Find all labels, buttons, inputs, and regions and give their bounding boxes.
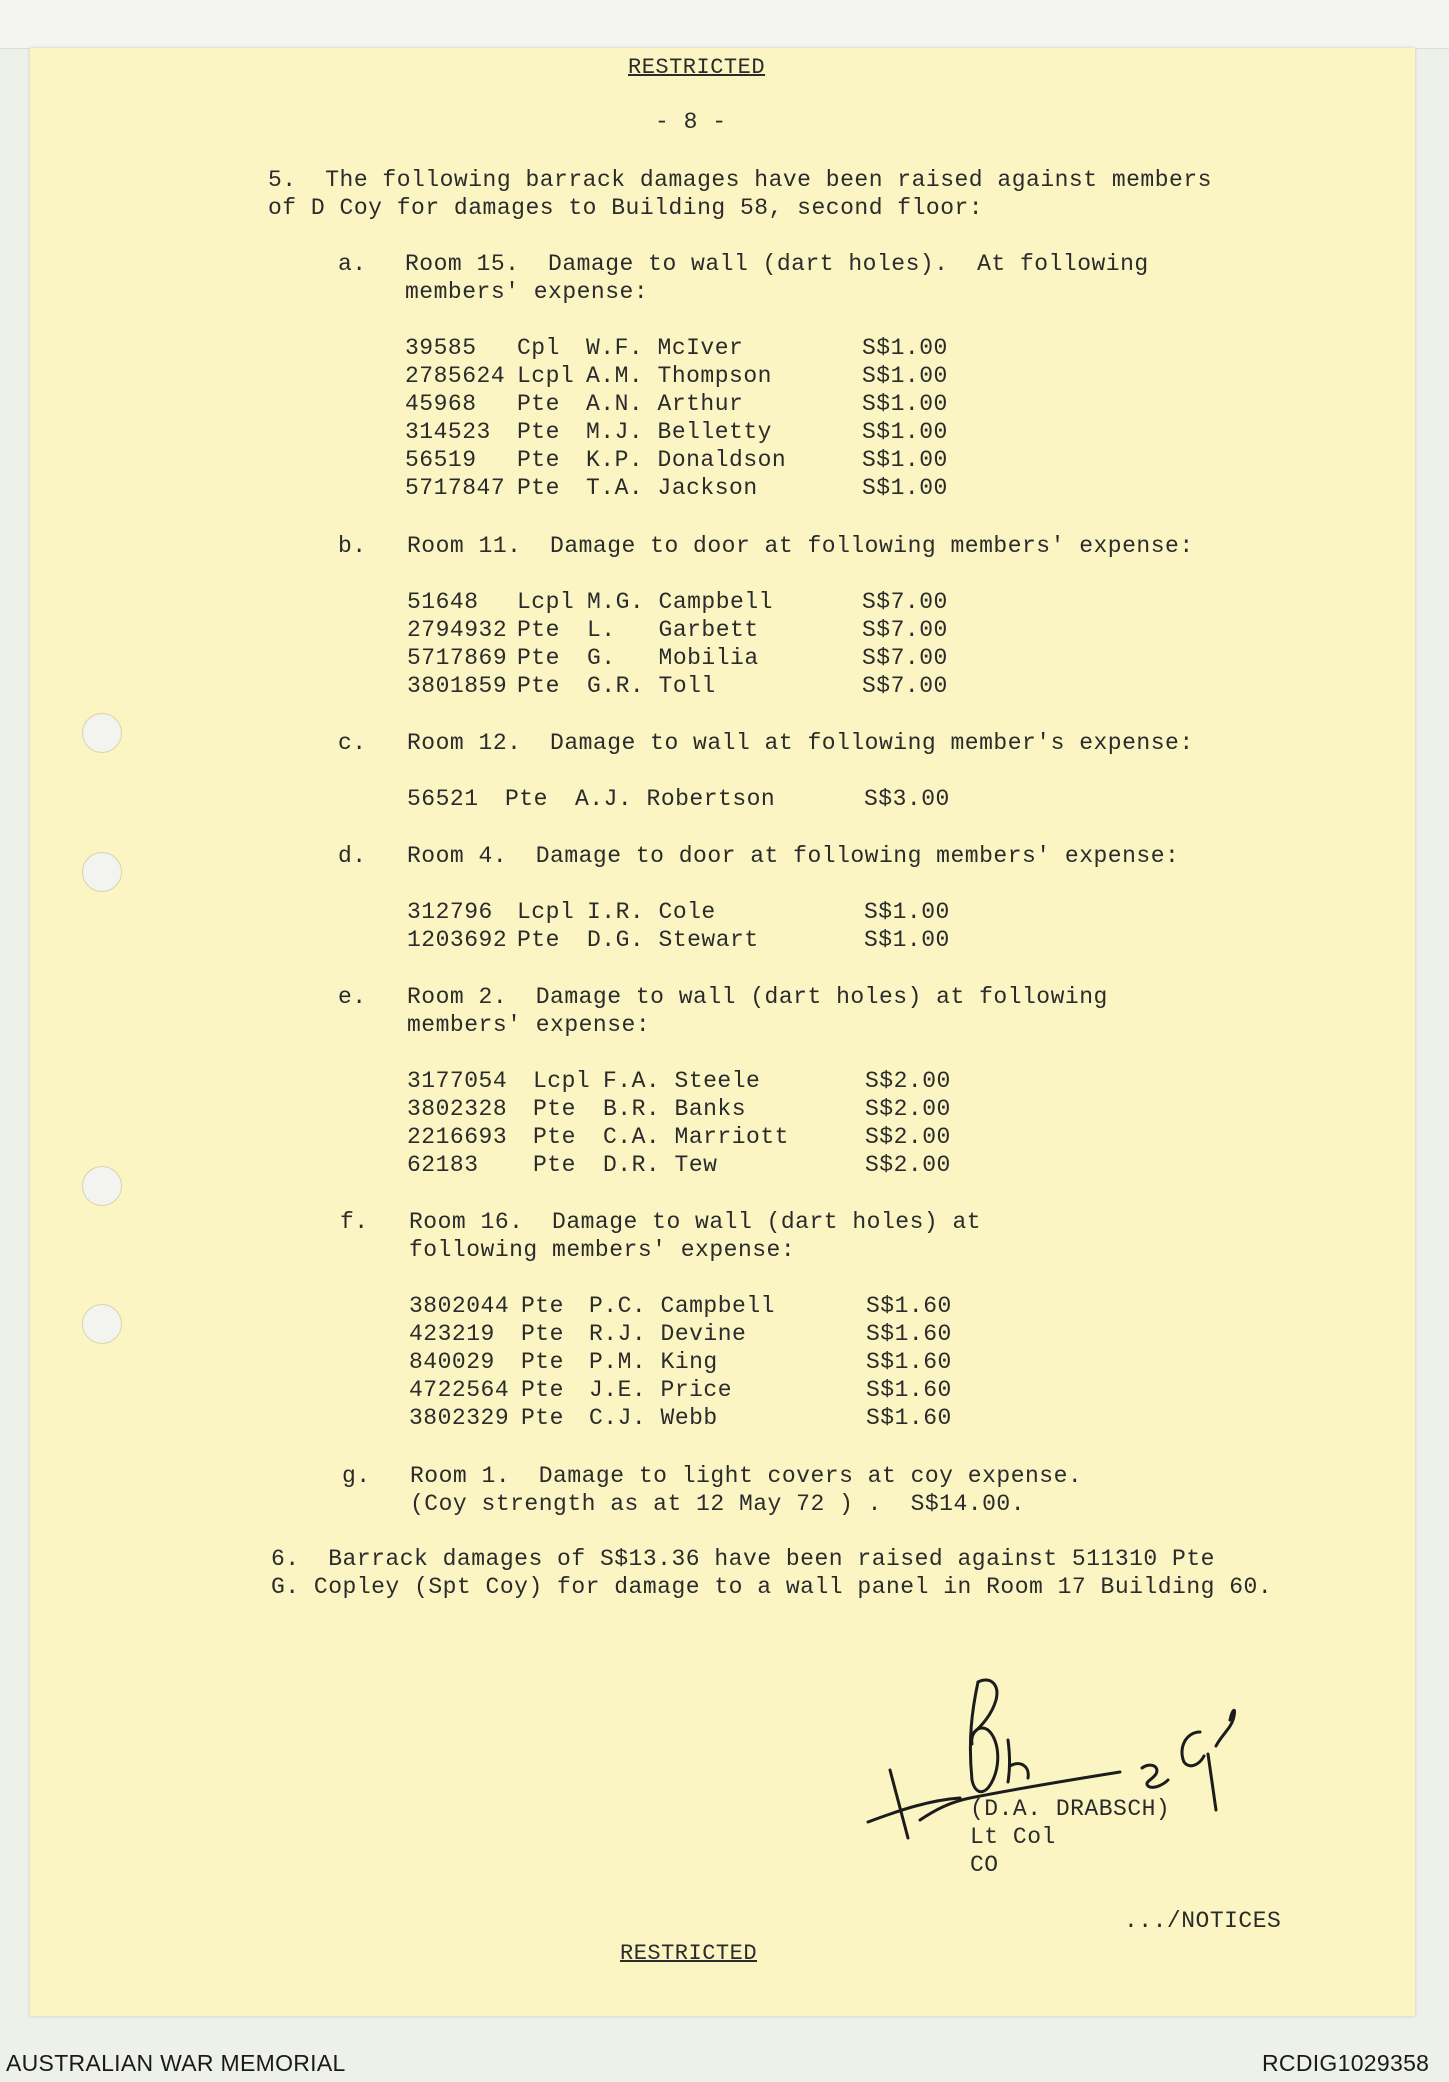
rank: Lcpl [517,589,575,615]
item-f-label: f. [340,1209,369,1235]
member-name: C.J. Webb [589,1405,718,1431]
rank: Pte [517,447,560,473]
rank: Pte [517,645,560,671]
rank: Pte [505,786,548,812]
amount: S$7.00 [862,589,948,615]
item-g-line2: (Coy strength as at 12 May 72 ) . S$14.00. [410,1491,1025,1517]
member-name: G. Mobilia [587,645,759,671]
signature-stroke [868,1798,960,1822]
member-name: K.P. Donaldson [586,447,787,473]
amount: S$2.00 [865,1068,951,1094]
service-number: 3177054 [407,1068,508,1094]
service-number: 2785624 [405,363,506,389]
service-number: 56521 [407,786,479,812]
rank: Pte [517,475,560,501]
service-number: 3802044 [409,1293,510,1319]
item-g-line1: Room 1. Damage to light covers at coy expense. [410,1463,1083,1489]
item-d-line1: Room 4. Damage to door at following members' expense: [407,843,1180,869]
amount: S$1.00 [862,419,948,445]
page-number: - 8 - [655,109,727,135]
punch-hole [82,1166,122,1206]
service-number: 4722564 [409,1377,510,1403]
member-name: D.G. Stewart [587,927,759,953]
amount: S$1.60 [866,1405,952,1431]
member-name: D.R. Tew [603,1152,718,1178]
item-b-label: b. [338,533,367,559]
item-a-line1: Room 15. Damage to wall (dart holes). At following [405,251,1149,277]
amount: S$1.00 [864,899,950,925]
member-name: A.J. Robertson [575,786,776,812]
service-number: 840029 [409,1349,495,1375]
member-name: A.M. Thompson [586,363,772,389]
item-a-line2: members' expense: [405,279,649,305]
service-number: 314523 [405,419,491,445]
para5-line2: of D Coy for damages to Building 58, second floor: [268,195,984,221]
rank: Pte [517,927,560,953]
service-number: 56519 [405,447,477,473]
item-c-line1: Room 12. Damage to wall at following member's expense: [407,730,1194,756]
service-number: 312796 [407,899,493,925]
service-number: 62183 [407,1152,479,1178]
signatory-appointment: CO [970,1852,999,1878]
rank: Pte [521,1405,564,1431]
amount: S$7.00 [862,673,948,699]
member-name: C.A. Marriott [603,1124,789,1150]
rank: Pte [521,1377,564,1403]
signature-note: Capt [1215,1729,1238,1743]
member-name: P.C. Campbell [589,1293,775,1319]
item-a-label: a. [338,251,367,277]
item-e-line1: Room 2. Damage to wall (dart holes) at following [407,984,1108,1010]
rank: Pte [517,673,560,699]
member-name: M.J. Belletty [586,419,772,445]
item-b-line1: Room 11. Damage to door at following members' expense: [407,533,1194,559]
rank: Lcpl [517,899,575,925]
classification-bottom: RESTRICTED [620,1941,758,1966]
signature-stroke [1008,1740,1028,1782]
signature-stroke [1208,1754,1216,1810]
amount: S$1.60 [866,1321,952,1347]
rank: Pte [533,1152,576,1178]
signature-stroke [1216,1710,1235,1746]
signature-stroke [970,1682,997,1792]
signatory-name: (D.A. DRABSCH) [970,1796,1171,1822]
amount: S$1.60 [866,1349,952,1375]
punch-hole [82,852,122,892]
para5-line1: 5. The following barrack damages have been raised against members [268,167,1212,193]
service-number: 2216693 [407,1124,508,1150]
amount: S$1.60 [866,1293,952,1319]
signatory-rank: Lt Col [970,1824,1056,1850]
item-f-line1: Room 16. Damage to wall (dart holes) at [409,1209,982,1235]
service-number: 51648 [407,589,479,615]
continuation-note: .../NOTICES [1124,1908,1282,1934]
member-name: F.A. Steele [603,1068,761,1094]
service-number: 45968 [405,391,477,417]
amount: S$7.00 [862,617,948,643]
member-name: A.N. Arthur [586,391,744,417]
footer-source: AUSTRALIAN WAR MEMORIAL [6,2050,346,2076]
service-number: 39585 [405,335,477,361]
rank: Lcpl [533,1068,591,1094]
service-number: 2794932 [407,617,508,643]
punch-hole [82,713,122,753]
service-number: 3801859 [407,673,508,699]
service-number: 5717869 [407,645,508,671]
item-f-line2: following members' expense: [409,1237,796,1263]
amount: S$2.00 [865,1152,951,1178]
member-name: T.A. Jackson [586,475,758,501]
signature-stroke [1142,1765,1168,1787]
service-number: 3802329 [409,1405,510,1431]
member-name: R.J. Devine [589,1321,747,1347]
rank: Lcpl [517,363,575,389]
amount: S$1.00 [862,363,948,389]
member-name: I.R. Cole [587,899,716,925]
rank: Pte [517,617,560,643]
member-name: L. Garbett [587,617,759,643]
item-e-label: e. [338,984,367,1010]
item-g-label: g. [342,1463,371,1489]
amount: S$1.00 [864,927,950,953]
service-number: 423219 [409,1321,495,1347]
member-name: M.G. Campbell [587,589,773,615]
rank: Pte [517,419,560,445]
member-name: J.E. Price [589,1377,733,1403]
rank: Pte [521,1349,564,1375]
item-d-label: d. [338,843,367,869]
signature-stroke [1182,1732,1204,1766]
rank: Pte [521,1293,564,1319]
amount: S$1.00 [862,335,948,361]
member-name: W.F. McIver [586,335,744,361]
member-name: G.R. Toll [587,673,716,699]
service-number: 5717847 [405,475,506,501]
amount: S$1.60 [866,1377,952,1403]
rank: Cpl [517,335,560,361]
footer-id: RCDIG1029358 [1262,2050,1430,2076]
amount: S$1.00 [862,447,948,473]
rank: Pte [533,1124,576,1150]
classification-top: RESTRICTED [628,55,766,80]
rank: Pte [521,1321,564,1347]
rank: Pte [517,391,560,417]
handwritten-signature [860,1670,1260,1850]
para6-line2: G. Copley (Spt Coy) for damage to a wall panel in Room 17 Building 60. [271,1574,1273,1600]
member-name: P.M. King [589,1349,718,1375]
amount: S$1.00 [862,475,948,501]
service-number: 3802328 [407,1096,508,1122]
amount: S$2.00 [865,1124,951,1150]
viewer-top-band [0,0,1449,49]
amount: S$1.00 [862,391,948,417]
amount: S$2.00 [865,1096,951,1122]
para6-line1: 6. Barrack damages of S$13.36 have been raised against 511310 Pte [271,1546,1215,1572]
item-e-line2: members' expense: [407,1012,651,1038]
amount: S$7.00 [862,645,948,671]
item-c-label: c. [338,730,367,756]
amount: S$3.00 [864,786,950,812]
service-number: 1203692 [407,927,508,953]
signature-stroke [890,1770,908,1838]
member-name: B.R. Banks [603,1096,747,1122]
rank: Pte [533,1096,576,1122]
punch-hole [82,1304,122,1344]
